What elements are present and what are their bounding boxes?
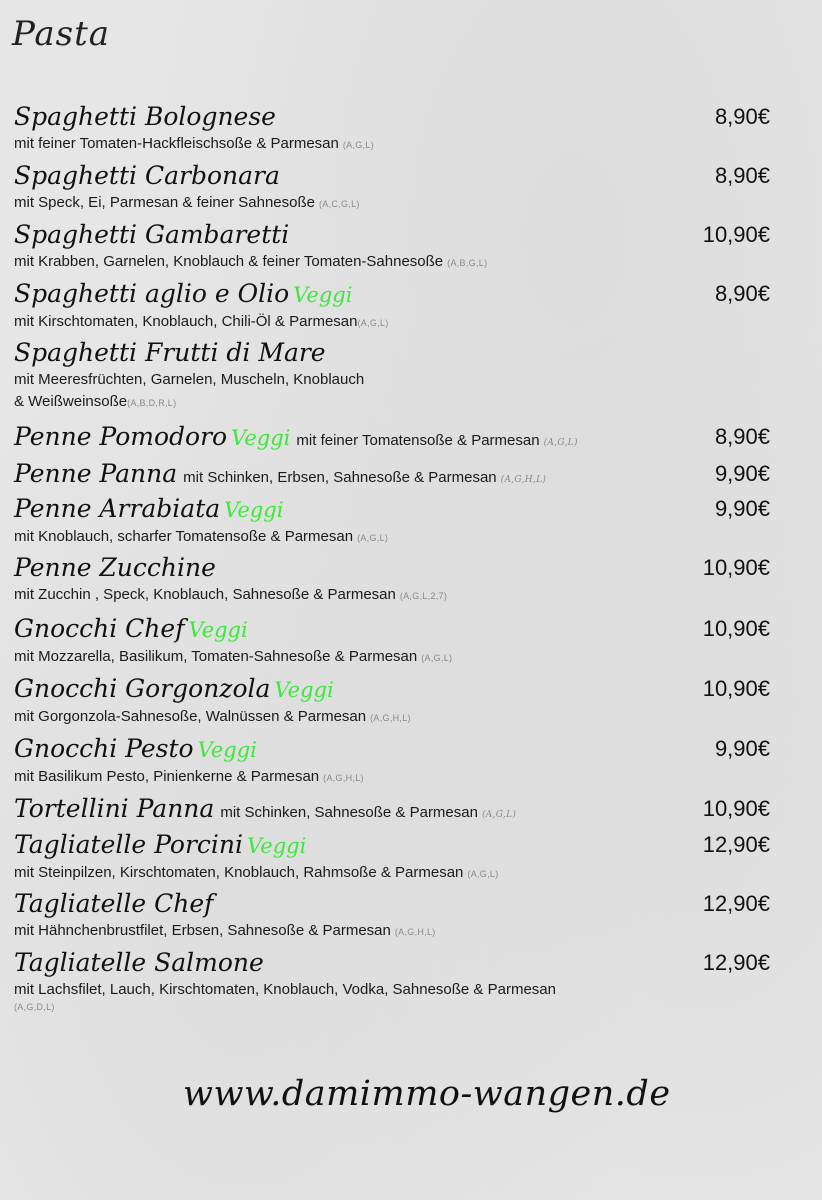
allergen-codes: (A,G,L,2,7): [399, 591, 448, 601]
dish-price: 8,90€: [714, 163, 770, 188]
allergen-codes: (A,C,G,L): [318, 199, 360, 209]
description-text: mit Speck, Ei, Parmesan & feiner Sahnesoße: [14, 194, 315, 211]
menu-item: [14, 614, 770, 669]
website-url: www.damimmo-wangen.de: [183, 1074, 671, 1114]
dish-description: [14, 646, 770, 669]
dish-name-text: Penne Arrabiata: [14, 494, 221, 523]
allergen-codes: (A,G,H,L): [370, 713, 411, 723]
dish-name: [14, 734, 770, 765]
dish-name-text: Penne Panna: [14, 459, 178, 488]
dish-name: Penne Zucchine: [14, 553, 216, 582]
description-line-1: mit Meeresfrüchten, Garnelen, Muscheln, Knoblauch: [14, 371, 365, 388]
description-text: mit Basilikum Pesto, Pinienkerne & Parmesan: [14, 768, 320, 785]
menu-item: [14, 889, 770, 943]
dish-description: [14, 584, 770, 607]
dish-price: 9,90€: [714, 496, 770, 521]
menu-item: [14, 338, 770, 414]
dish-name: [14, 279, 770, 310]
veggi-label: Veggi: [247, 834, 307, 858]
description-text: mit Zucchin , Speck, Knoblauch, Sahnesoße & Parmesan: [14, 586, 396, 603]
dish-name-text: Spaghetti aglio e Olio: [14, 279, 290, 308]
dish-price: 10,90€: [702, 555, 770, 580]
description-text: mit Lachsfilet, Lauch, Kirschtomaten, Knoblauch, Vodka, Sahnesoße & Parmesan: [14, 981, 556, 998]
menu-item: [14, 459, 770, 495]
dish-description: [14, 706, 770, 729]
dish-name: [14, 614, 770, 645]
description-text: mit Knoblauch, scharfer Tomatensoße & Parmesan: [14, 528, 354, 545]
description-text: mit Krabben, Garnelen, Knoblauch & feiner Tomaten-Sahnesoße: [14, 253, 444, 270]
description-text: mit Gorgonzola-Sahnesoße, Walnüssen & Parmesan: [14, 708, 367, 725]
allergen-codes: (A,G,L): [357, 533, 389, 543]
menu-item: [14, 674, 770, 729]
menu-item: [14, 494, 770, 549]
dish-price: 9,90€: [714, 461, 770, 486]
dish-name: Spaghetti Carbonara: [14, 161, 280, 190]
dish-price: 8,90€: [714, 424, 770, 449]
dish-name-text: Tagliatelle Porcini: [14, 830, 244, 859]
dish-name: Tagliatelle Chef: [14, 889, 214, 918]
description-text: mit Schinken, Erbsen, Sahnesoße & Parmesan: [183, 469, 497, 486]
dish-description: [14, 369, 770, 414]
dish-price: 10,90€: [702, 222, 770, 247]
veggi-label: Veggi: [231, 426, 291, 450]
dish-name-text: Gnocchi Chef: [14, 614, 185, 643]
page-title: Pasta: [12, 14, 111, 54]
allergen-codes: (A,G,L): [481, 810, 517, 820]
allergen-codes: (A,G,L): [357, 318, 389, 328]
menu-item: [14, 734, 770, 789]
allergen-codes: (A,G,L): [421, 653, 453, 663]
veggi-label: Veggi: [188, 618, 248, 642]
description-text: mit Schinken, Sahnesoße & Parmesan: [220, 804, 478, 821]
dish-description: [14, 251, 770, 274]
dish-price: 10,90€: [702, 616, 770, 641]
dish-price: 8,90€: [714, 281, 770, 306]
dish-price: 10,90€: [702, 676, 770, 701]
dish-description: [14, 192, 770, 215]
allergen-codes: (A,G,D,L): [14, 1002, 55, 1012]
description-text: mit Steinpilzen, Kirschtomaten, Knoblauch, Rahmsoße & Parmesan: [14, 864, 464, 881]
dish-price: 8,90€: [714, 104, 770, 129]
menu-item: [14, 553, 770, 607]
description-text: mit Hähnchenbrustfilet, Erbsen, Sahnesoße & Parmesan: [14, 922, 391, 939]
dish-name: [14, 830, 770, 861]
allergen-codes: (A,G,H,L): [394, 927, 436, 937]
veggi-label: Veggi: [293, 283, 353, 307]
menu-item: [14, 422, 770, 458]
dish-name-text: Penne Pomodoro: [14, 422, 228, 451]
dish-name: [14, 422, 770, 458]
allergen-codes: (A,G,L): [467, 869, 499, 879]
dish-name: Spaghetti Frutti di Mare: [14, 338, 326, 367]
allergen-codes: (A,G,L): [342, 140, 374, 150]
dish-price: 12,90€: [702, 950, 770, 975]
dish-name: [14, 494, 770, 525]
dish-name: [14, 459, 770, 495]
allergen-codes: (A,B,G,L): [447, 258, 488, 268]
menu-item: [14, 220, 770, 274]
dish-name: Tagliatelle Salmone: [14, 948, 264, 977]
dish-description: [14, 526, 770, 549]
description-text: mit feiner Tomaten-Hackfleischsoße & Parmesan: [14, 135, 339, 152]
dish-name: Spaghetti Bolognese: [14, 102, 276, 131]
dish-name-text: Gnocchi Pesto: [14, 734, 194, 763]
description-text: mit feiner Tomatensoße & Parmesan: [296, 432, 540, 449]
dish-description: [14, 133, 770, 156]
dish-name-text: Gnocchi Gorgonzola: [14, 674, 271, 703]
dish-price: 12,90€: [702, 832, 770, 857]
dish-name: [14, 794, 770, 830]
description-text: mit Mozzarella, Basilikum, Tomaten-Sahnesoße & Parmesan: [14, 648, 418, 665]
dish-description: [14, 766, 770, 789]
description-text: mit Kirschtomaten, Knoblauch, Chili-Öl & Parmesan: [14, 313, 358, 330]
menu-item: [14, 948, 770, 1013]
menu-item: [14, 161, 770, 215]
dish-description: [14, 862, 770, 885]
dish-price: 10,90€: [702, 796, 770, 821]
menu-item: [14, 794, 770, 830]
allergen-codes: (A,G,H,L): [500, 475, 547, 485]
dish-name: [14, 674, 770, 705]
veggi-label: Veggi: [197, 738, 257, 762]
allergen-codes: (A,B,D,R,L): [127, 398, 177, 408]
veggi-label: Veggi: [274, 678, 334, 702]
dish-name-text: Tortellini Panna: [14, 794, 215, 823]
veggi-label: Veggi: [224, 498, 284, 522]
allergen-codes: (A,G,L): [543, 438, 578, 448]
menu-item: [14, 279, 770, 334]
dish-name: Spaghetti Gambaretti: [14, 220, 290, 249]
dish-price: 9,90€: [714, 736, 770, 761]
dish-price: 12,90€: [702, 891, 770, 916]
menu-item: [14, 102, 770, 156]
description-line-2: & Weißweinsoße: [14, 393, 128, 410]
dish-description: [14, 979, 770, 1013]
menu-item: [14, 830, 770, 885]
allergen-codes: (A,G,H,L): [323, 773, 364, 783]
dish-description: [14, 311, 770, 334]
dish-description: [14, 920, 770, 943]
